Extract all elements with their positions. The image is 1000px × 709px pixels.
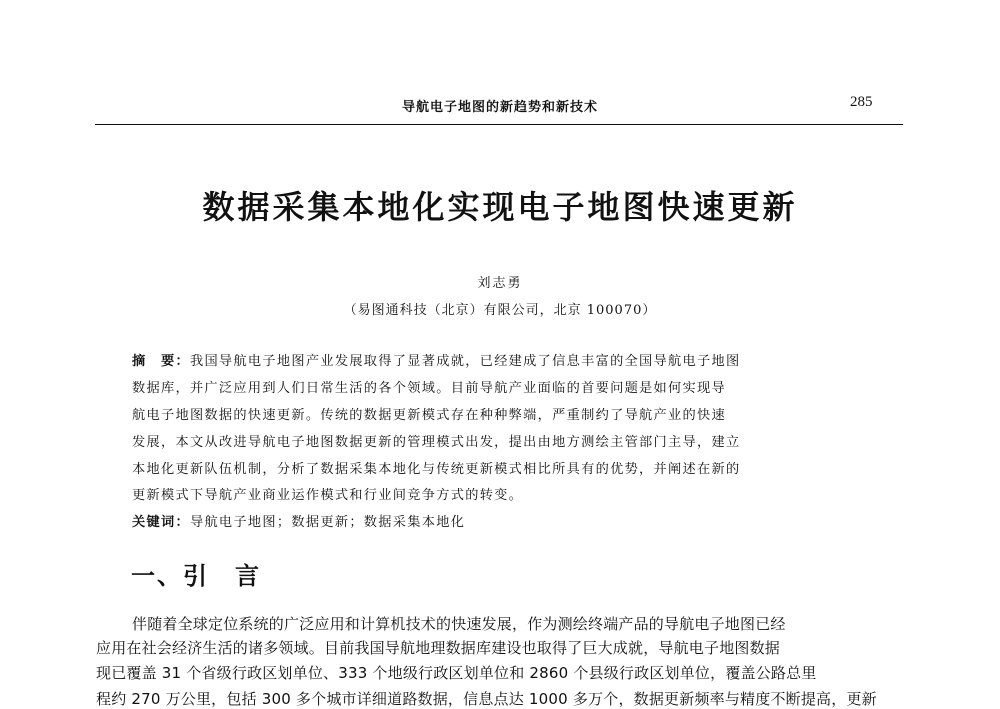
section-heading: 一、引 言	[131, 561, 261, 590]
body-line: 应用在社会经济生活的诸多领域。目前我国导航地理数据库建设也取得了巨大成就，导航电子地图数据	[96, 639, 781, 657]
page-number: 285	[850, 94, 873, 110]
running-head-title: 导航电子地图的新趋势和新技术	[401, 100, 598, 115]
abstract-line: 数据库，并广泛应用到人们日常生活的各个领域。目前导航产业面临的首要问题是如何实现导	[132, 381, 726, 396]
abstract-line: 摘 要：我国导航电子地图产业发展取得了显著成就，已经建成了信息丰富的全国导航电子地图	[132, 354, 741, 369]
keywords-label: 关键词：	[132, 515, 190, 530]
abstract-line: 发展，本文从改进导航电子地图数据更新的管理模式出发，提出由地方测绘主管部门主导，建立	[132, 435, 741, 450]
body-line: 伴随着全球定位系统的广泛应用和计算机技术的快速发展，作为测绘终端产品的导航电子地图已经	[132, 615, 786, 633]
body-line: 现已覆盖 31 个省级行政区划单位、333 个地级行政区划单位和 2860 个县级行政区划单位，覆盖公路总里	[96, 664, 817, 682]
keywords-text: 导航电子地图；数据更新；数据采集本地化	[189, 515, 466, 530]
running-head	[0, 96, 1000, 116]
abstract-line: 更新模式下导航产业商业运作模式和行业间竞争方式的转变。	[132, 488, 524, 503]
header-rule	[95, 124, 903, 125]
abstract-label: 摘 要：	[132, 354, 190, 369]
abstract-line: 本地化更新队伍机制，分析了数据采集本地化与传统更新模式相比所具有的优势，并阐述在新的	[132, 462, 741, 477]
body-line: 程约 270 万公里，包括 300 多个城市详细道路数据，信息点达 1000 多万个，数据更新频率与精度不断提高，更新	[96, 690, 877, 708]
author: 刘志勇	[477, 276, 523, 291]
keywords	[132, 511, 465, 530]
article-title: 数据采集本地化实现电子地图快速更新	[202, 188, 798, 226]
abstract-line: 航电子地图数据的快速更新。传统的数据更新模式存在种种弊端，严重制约了导航产业的快速	[132, 408, 726, 423]
affiliation: （易图通科技（北京）有限公司，北京 100070）	[343, 303, 657, 318]
